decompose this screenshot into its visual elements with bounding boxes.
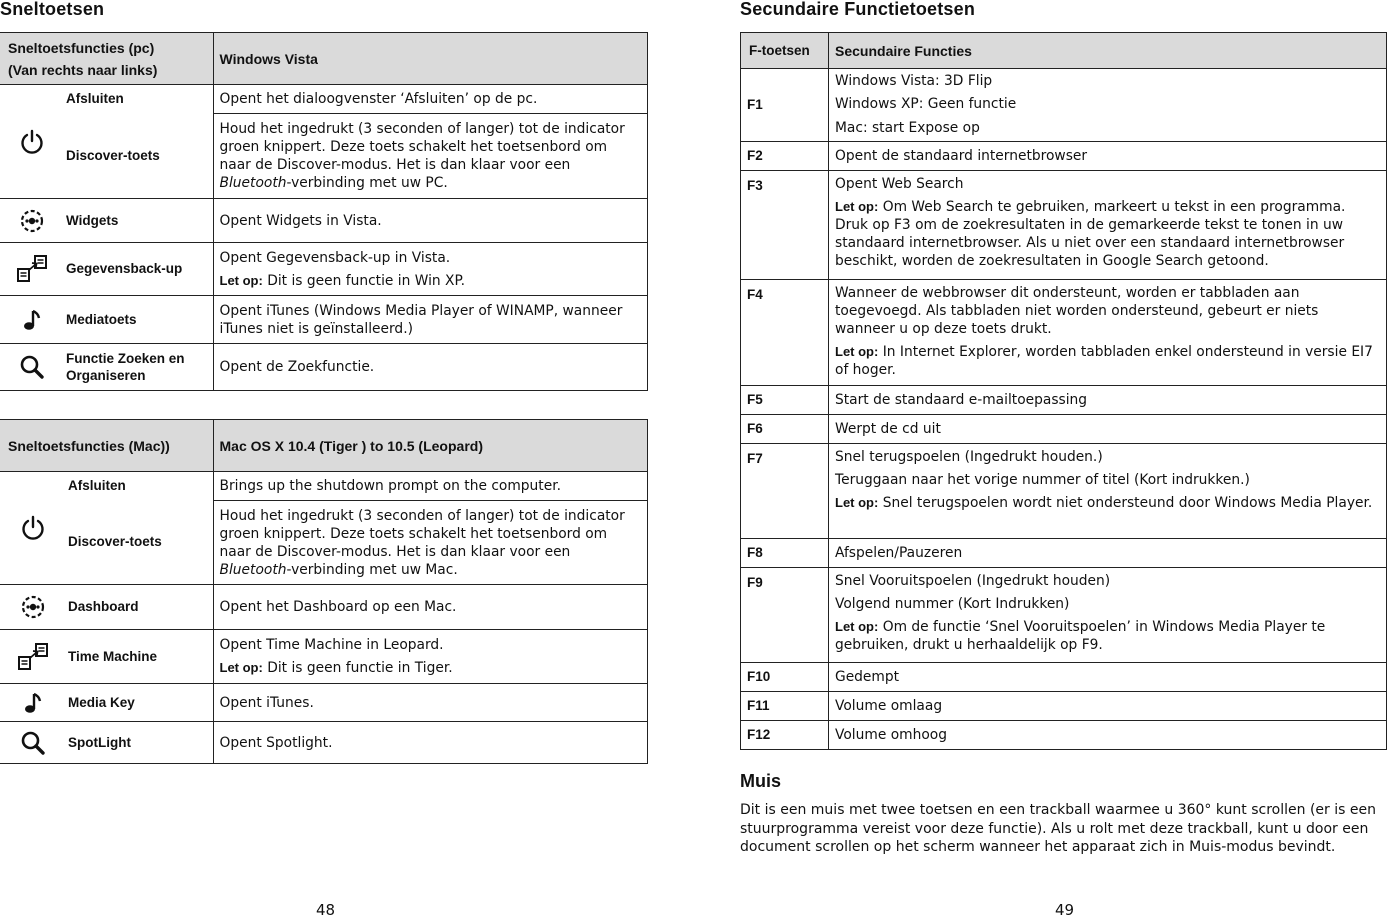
desc-f9: Snel Vooruitspoelen (Ingedrukt houden) Volgend nummer (Kort Indrukken) Let op: Om de functie ‘Snel Vooruitspoelen’ in Windows Media Player te gebruiken, drukt u herhaaldelijk op F9. (829, 568, 1387, 663)
table-header (0, 33, 648, 85)
table-header (741, 33, 1387, 69)
header-col2: Mac OS X 10.4 (Tiger ) to 10.5 (Leopard) (213, 420, 648, 472)
desc-afsluiten: Brings up the shutdown prompt on the computer. (213, 472, 648, 501)
desc-backup: Opent Gegevensback-up in Vista. Let op: Dit is geen functie in Win XP. (213, 243, 648, 296)
fkey-f6: F6 (741, 415, 829, 444)
desc-media: Opent iTunes (Windows Media Player of WINAMP, wanneer iTunes niet is geïnstalleerd.) (213, 296, 648, 344)
desc-f2: Opent de standaard internetbrowser (829, 142, 1387, 171)
power-icon (20, 515, 46, 541)
table-header (0, 420, 648, 472)
header-col1: F-toetsen (741, 33, 829, 69)
desc-f3: Opent Web Search Let op: Om Web Search te gebruiken, markeert u tekst in een programma. Druk op F3 om de zoekresultaten in de gemarkeerde tekst te tonen in uw standaard internetbrowser. Als u niet over een standaard internetbrowser beschikt, worden de zoekresultaten in Google Search getoond. (829, 171, 1387, 280)
table-row (0, 501, 648, 585)
desc-f6: Werpt de cd uit (829, 415, 1387, 444)
backup-icon (16, 642, 50, 672)
table-row (0, 296, 648, 344)
header-col1: Sneltoetsfuncties (Mac)) (0, 420, 213, 472)
table-row (0, 585, 648, 630)
fkey-f5: F5 (741, 386, 829, 415)
label-spotlight: SpotLight (66, 722, 213, 764)
desc-f1: Windows Vista: 3D Flip Windows XP: Geen functie Mac: start Expose op (829, 69, 1387, 142)
label-search: Functie Zoeken en Organiseren (64, 344, 213, 391)
right-page (740, 0, 1387, 750)
fkey-f8: F8 (741, 539, 829, 568)
table-row (741, 539, 1387, 568)
table-row (741, 142, 1387, 171)
label-media: Mediatoets (64, 296, 213, 344)
desc-dashboard: Opent het Dashboard op een Mac. (213, 585, 648, 630)
section-title-muis: Muis (740, 771, 782, 791)
desc-f7: Snel terugspoelen (Ingedrukt houden.) Teruggaan naar het vorige nummer of titel (Kort indrukken.) Let op: Snel terugspoelen wordt niet ondersteund door Windows Media Player. (829, 444, 1387, 539)
widgets-icon (19, 208, 45, 234)
table-row (741, 280, 1387, 386)
fkey-f3: F3 (741, 171, 829, 280)
header-col2: Windows Vista (213, 33, 648, 85)
desc-search: Opent de Zoekfunctie. (213, 344, 648, 391)
desc-widgets: Opent Widgets in Vista. (213, 199, 648, 243)
pc-hotkey-table (0, 32, 648, 391)
table-row (0, 630, 648, 684)
desc-discover: Houd het ingedrukt (3 seconden of langer) tot de indicator groen knippert. Deze toets schakelt het toetsenbord om naar de Discover-modus. Het is dan klaar voor een Bluetooth-verbinding met uw PC. (213, 114, 648, 199)
fkey-f4: F4 (741, 280, 829, 386)
fkey-f2: F2 (741, 142, 829, 171)
label-discover: Discover-toets (64, 114, 213, 199)
page-title-secundaire: Secundaire Functietoetsen (740, 0, 976, 19)
table-row (741, 415, 1387, 444)
label-dashboard: Dashboard (66, 585, 213, 630)
desc-media-key: Opent iTunes. (213, 684, 648, 722)
table-row (741, 444, 1387, 539)
table-row (0, 344, 648, 391)
music-note-icon (22, 308, 42, 332)
desc-afsluiten: Opent het dialoogvenster ‘Afsluiten’ op de pc. (213, 85, 648, 114)
page-title-sneltoetsen: Sneltoetsen (0, 0, 105, 19)
fkey-f9: F9 (741, 568, 829, 663)
desc-spotlight: Opent Spotlight. (213, 722, 648, 764)
header-col2: Secundaire Functies (829, 33, 1387, 69)
table-row (741, 692, 1387, 721)
backup-icon (15, 254, 49, 284)
table-row (0, 199, 648, 243)
table-row (0, 722, 648, 764)
page-number-right: 49 (1055, 901, 1075, 919)
header-col1-line2: (Van rechts naar links) (8, 61, 158, 78)
table-row (741, 69, 1387, 142)
table-row (0, 243, 648, 296)
desc-f12: Volume omhoog (829, 721, 1387, 750)
widgets-icon (20, 594, 46, 620)
left-page (0, 0, 648, 764)
desc-f5: Start de standaard e-mailtoepassing (829, 386, 1387, 415)
desc-f10: Gedempt (829, 663, 1387, 692)
search-icon (19, 354, 45, 380)
label-time-machine: Time Machine (66, 630, 213, 684)
power-icon (19, 129, 45, 155)
desc-discover: Houd het ingedrukt (3 seconden of langer) tot de indicator groen knippert. Deze toets schakelt het toetsenbord om naar de Discover-modus. Het is dan klaar voor een Bluetooth-verbinding met uw Mac. (213, 501, 648, 585)
desc-f8: Afspelen/Pauzeren (829, 539, 1387, 568)
table-row (741, 568, 1387, 663)
label-discover: Discover-toets (66, 501, 213, 585)
table-row (741, 386, 1387, 415)
table-row (0, 684, 648, 722)
music-note-icon (23, 691, 43, 715)
table-row (741, 171, 1387, 280)
header-col1-line1: Sneltoetsfuncties (pc) (8, 39, 155, 56)
desc-f4: Wanneer de webbrowser dit ondersteunt, worden er tabbladen aan toegevoegd. Als tabbladen niet worden ondersteund, gebeurt er niets wanneer u op deze toets drukt. Let op: In Internet Explorer, worden tabbladen enkel ondersteund in versie EI7 of hoger. (829, 280, 1387, 386)
section-text-muis: Dit is een muis met twee toetsen en een trackball waarmee u 360° kunt scrollen (er is een stuurprogramma vereist voor deze functie). Als u rolt met deze trackball, kunt u door een document scrollen op het scherm wanneer het apparaat zich in Muis-modus bevindt. (740, 802, 1376, 855)
search-icon (20, 730, 46, 756)
fkey-f12: F12 (741, 721, 829, 750)
mac-hotkey-table (0, 419, 648, 764)
label-media-key: Media Key (66, 684, 213, 722)
fkey-f11: F11 (741, 692, 829, 721)
table-row (0, 472, 648, 501)
table-row (741, 663, 1387, 692)
function-key-table (740, 32, 1387, 750)
fkey-f10: F10 (741, 663, 829, 692)
label-afsluiten: Afsluiten (64, 85, 213, 114)
desc-time-machine: Opent Time Machine in Leopard. Let op: Dit is geen functie in Tiger. (213, 630, 648, 684)
page-number-left: 48 (316, 901, 336, 919)
table-row (0, 114, 648, 199)
table-row (741, 721, 1387, 750)
label-widgets: Widgets (64, 199, 213, 243)
label-afsluiten: Afsluiten (66, 472, 213, 501)
label-backup: Gegevensback-up (64, 243, 213, 296)
fkey-f1: F1 (741, 69, 829, 142)
desc-f11: Volume omlaag (829, 692, 1387, 721)
fkey-f7: F7 (741, 444, 829, 539)
table-row (0, 85, 648, 114)
